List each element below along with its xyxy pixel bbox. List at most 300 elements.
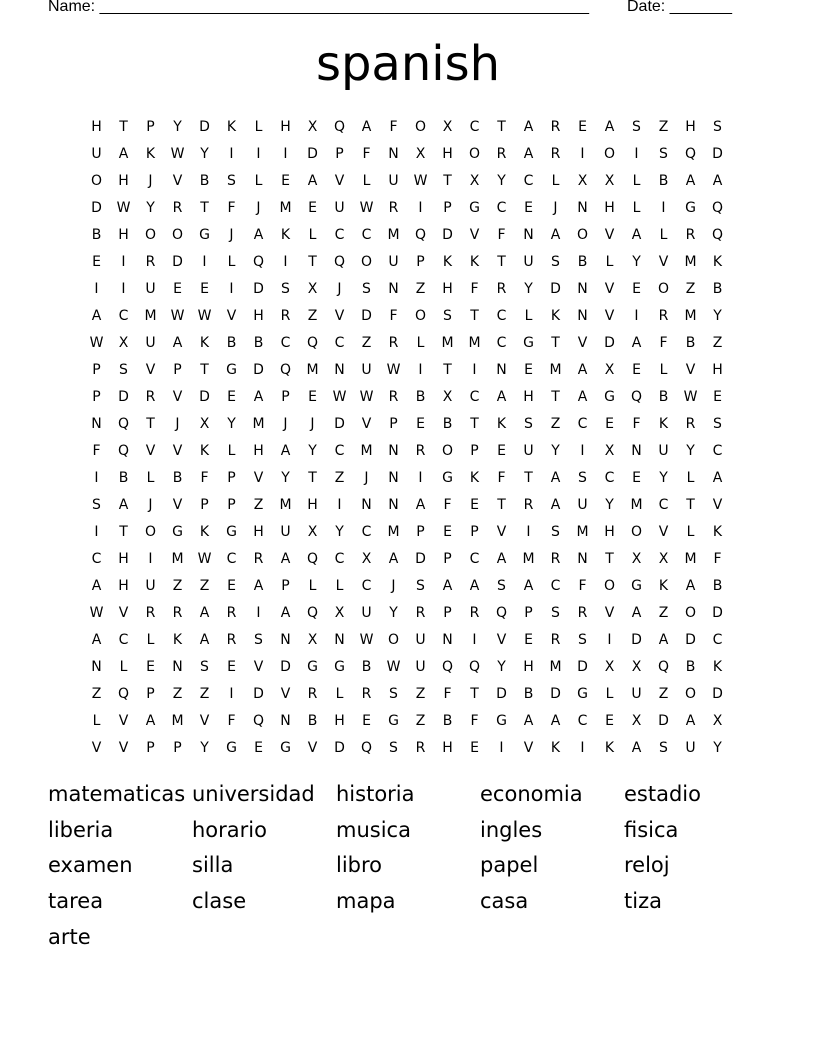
grid-letter: J [256,199,261,216]
grid-letter: Y [551,442,560,459]
grid-letter: A [631,226,642,243]
grid-letter: N [523,226,534,243]
grid-letter: D [91,199,102,216]
grid-letter: O [441,442,454,459]
grid-letter: E [173,280,182,297]
grid-letter: N [631,442,642,459]
grid-letter: S [362,280,371,297]
grid-letter: O [414,307,427,324]
grid-letter: H [280,118,291,135]
grid-letter: F [470,712,479,729]
grid-letter: Z [550,415,561,432]
grid-letter: D [334,739,345,756]
grid-letter: M [684,307,697,324]
grid-letter: Y [389,604,398,621]
grid-letter: I [148,550,153,567]
grid-letter: D [658,712,669,729]
grid-letter: C [496,334,507,351]
grid-letter: R [415,442,426,459]
grid-letter: K [442,253,453,270]
grid-letter: T [470,307,479,324]
grid-letter: S [443,307,452,324]
grid-letter: Z [172,685,183,702]
grid-letter: I [283,253,288,270]
grid-letter: F [92,442,101,459]
grid-letter: T [146,415,155,432]
grid-letter: Y [281,469,290,486]
grid-letter: C [280,334,291,351]
grid-letter: R [550,118,561,135]
grid-letter: Z [712,334,723,351]
grid-letter: V [307,739,318,756]
grid-letter: C [523,172,534,189]
grid-letter: M [441,334,454,351]
grid-letter: T [524,469,533,486]
grid-letter: C [496,199,507,216]
grid-letter: O [171,226,184,243]
grid-letter: H [523,658,534,675]
grid-letter: Q [333,253,346,270]
grid-letter: E [443,523,452,540]
grid-letter: R [415,739,426,756]
grid-letter: E [362,712,371,729]
grid-letter: D [577,658,588,675]
grid-letter: G [469,199,480,216]
grid-letter: Q [117,442,130,459]
grid-letter: I [337,496,342,513]
grid-letter: A [361,118,372,135]
grid-letter: Q [252,712,265,729]
grid-letter: V [577,334,588,351]
grid-letter: B [685,658,696,675]
grid-letter: N [442,631,453,648]
grid-letter: Y [632,253,641,270]
grid-letter: E [524,199,533,216]
grid-letter: M [522,550,535,567]
grid-letter: A [712,469,723,486]
grid-letter: X [307,631,318,648]
grid-letter: D [253,280,264,297]
grid-letter: I [121,253,126,270]
grid-letter: B [253,334,264,351]
grid-letter: B [442,415,453,432]
grid-letter: B [226,334,237,351]
grid-letter: I [229,145,234,162]
grid-letter: F [497,469,506,486]
grid-letter: V [604,604,615,621]
grid-letter: L [659,361,668,378]
grid-letter: S [254,631,263,648]
grid-letter: Y [659,469,668,486]
grid-letter: J [175,415,180,432]
grid-letter: E [227,388,236,405]
grid-letter: G [334,658,345,675]
date-field[interactable]: Date: _______ [627,0,732,15]
grid-letter: P [335,145,344,162]
grid-letter: S [389,739,398,756]
grid-letter: S [551,604,560,621]
grid-letter: M [387,226,400,243]
grid-letter: T [497,496,506,513]
grid-letter: X [361,550,372,567]
grid-letter: A [253,226,264,243]
grid-letter: K [469,469,480,486]
grid-letter: K [550,307,561,324]
grid-letter: L [524,307,533,324]
grid-letter: U [145,334,156,351]
grid-letter: M [630,496,643,513]
grid-letter: B [712,280,723,297]
grid-letter: L [146,631,155,648]
grid-letter: R [226,604,237,621]
grid-letter: R [226,631,237,648]
grid-letter: S [578,631,587,648]
grid-letter: A [91,577,102,594]
grid-letter: A [91,307,102,324]
grid-letter: D [550,280,561,297]
grid-letter: V [226,307,237,324]
grid-letter: A [253,577,264,594]
grid-letter: P [470,523,479,540]
grid-letter: S [659,145,668,162]
grid-letter: E [254,739,263,756]
grid-letter: C [712,631,723,648]
grid-letter: K [469,253,480,270]
grid-letter: S [551,253,560,270]
grid-letter: T [470,415,479,432]
grid-letter: O [657,280,670,297]
grid-letter: M [576,523,589,540]
grid-letter: A [631,334,642,351]
grid-letter: H [712,361,723,378]
grid-letter: N [280,631,291,648]
grid-letter: T [200,199,209,216]
grid-letter: U [631,685,642,702]
grid-letter: V [604,280,615,297]
grid-letter: T [605,550,614,567]
grid-letter: U [658,442,669,459]
grid-letter: I [418,469,423,486]
grid-letter: K [199,442,210,459]
grid-letter: G [523,334,534,351]
grid-letter: X [577,172,588,189]
grid-letter: C [334,550,345,567]
grid-letter: H [604,523,615,540]
grid-letter: Z [415,685,426,702]
grid-letter: Z [685,280,696,297]
grid-letter: R [415,604,426,621]
grid-letter: C [577,415,588,432]
grid-letter: D [712,145,723,162]
grid-letter: V [334,307,345,324]
grid-letter: W [197,307,212,324]
grid-letter: A [118,496,129,513]
grid-letter: W [89,334,104,351]
grid-letter: J [148,496,153,513]
grid-letter: P [416,253,425,270]
word-list-item: casa [480,889,529,914]
grid-letter: K [280,226,291,243]
grid-letter: A [145,712,156,729]
grid-letter: K [712,253,723,270]
grid-letter: S [713,415,722,432]
grid-letter: W [386,361,401,378]
grid-letter: Q [306,604,319,621]
grid-letter: E [200,280,209,297]
grid-letter: P [470,442,479,459]
grid-letter: K [604,739,615,756]
grid-letter: I [94,523,99,540]
grid-letter: R [388,199,399,216]
grid-letter: V [199,712,210,729]
grid-letter: A [685,172,696,189]
grid-letter: G [631,577,642,594]
grid-letter: E [497,442,506,459]
grid-letter: W [359,631,374,648]
grid-letter: Q [117,415,130,432]
grid-letter: C [496,307,507,324]
grid-letter: K [199,334,210,351]
grid-letter: N [388,469,399,486]
grid-letter: M [252,415,265,432]
grid-letter: R [550,145,561,162]
grid-letter: S [227,172,236,189]
grid-letter: F [227,712,236,729]
grid-letter: T [308,253,317,270]
grid-letter: G [442,469,453,486]
grid-letter: P [281,577,290,594]
grid-letter: N [334,631,345,648]
grid-letter: J [337,280,342,297]
grid-letter: Z [415,280,426,297]
grid-letter: E [524,631,533,648]
grid-letter: K [712,658,723,675]
grid-letter: U [145,577,156,594]
grid-letter: M [549,361,562,378]
grid-letter: D [631,631,642,648]
grid-letter: A [604,118,615,135]
grid-letter: E [146,658,155,675]
grid-letter: O [90,172,103,189]
grid-letter: B [442,712,453,729]
grid-letter: P [389,415,398,432]
grid-letter: H [442,145,453,162]
grid-letter: A [712,172,723,189]
grid-letter: L [686,469,695,486]
grid-letter: G [388,712,399,729]
grid-letter: E [227,658,236,675]
grid-letter: A [550,496,561,513]
grid-letter: L [362,172,371,189]
grid-letter: V [496,631,507,648]
grid-letter: F [443,496,452,513]
grid-letter: A [442,577,453,594]
grid-letter: D [550,685,561,702]
grid-letter: H [442,739,453,756]
grid-letter: I [418,361,423,378]
grid-letter: V [172,442,183,459]
grid-letter: D [442,226,453,243]
grid-letter: K [199,523,210,540]
grid-letter: X [307,523,318,540]
grid-letter: J [364,469,369,486]
grid-letter: T [497,118,506,135]
grid-letter: R [496,145,507,162]
grid-letter: C [469,550,480,567]
grid-letter: I [634,307,639,324]
grid-letter: A [577,361,588,378]
grid-letter: U [388,172,399,189]
grid-letter: Q [657,658,670,675]
grid-letter: K [226,118,237,135]
grid-letter: A [307,172,318,189]
grid-letter: M [279,199,292,216]
grid-letter: E [416,415,425,432]
grid-letter: T [470,685,479,702]
grid-letter: K [550,739,561,756]
grid-letter: Q [117,685,130,702]
grid-letter: A [523,712,534,729]
grid-letter: I [499,739,504,756]
grid-letter: T [308,469,317,486]
word-list-item: silla [192,853,234,878]
grid-letter: F [470,280,479,297]
grid-letter: N [577,307,588,324]
grid-letter: R [172,199,183,216]
grid-letter: S [200,658,209,675]
word-list-item: historia [336,782,415,806]
grid-letter: B [199,172,210,189]
grid-letter: C [550,577,561,594]
grid-letter: Q [360,739,373,756]
grid-letter: L [686,523,695,540]
grid-letter: N [334,361,345,378]
grid-letter: F [389,118,398,135]
grid-letter: Z [172,577,183,594]
grid-letter: M [549,658,562,675]
grid-letter: N [496,361,507,378]
grid-letter: B [307,712,318,729]
grid-letter: R [172,604,183,621]
grid-letter: I [283,145,288,162]
grid-letter: F [227,199,236,216]
page-title: spanish [315,36,501,92]
grid-letter: F [443,685,452,702]
grid-letter: J [229,226,234,243]
grid-letter: C [334,442,345,459]
grid-letter: B [172,469,183,486]
grid-letter: L [605,253,614,270]
grid-letter: S [551,523,560,540]
grid-letter: H [685,118,696,135]
word-list-item: tiza [624,889,662,914]
grid-letter: Y [308,442,317,459]
grid-letter: G [226,739,237,756]
grid-letter: X [631,550,642,567]
name-field[interactable]: Name: _______________________________________________________ [48,0,589,15]
grid-letter: C [361,577,372,594]
grid-letter: R [550,631,561,648]
grid-letter: E [470,739,479,756]
grid-letter: E [524,361,533,378]
grid-letter: I [229,685,234,702]
grid-letter: Q [711,199,724,216]
grid-letter: V [172,172,183,189]
grid-letter: A [550,226,561,243]
grid-letter: C [469,388,480,405]
grid-letter: G [685,199,696,216]
grid-letter: I [229,280,234,297]
grid-letter: A [388,550,399,567]
grid-letter: D [496,685,507,702]
grid-letter: C [226,550,237,567]
grid-letter: S [497,577,506,594]
grid-letter: X [604,361,615,378]
grid-letter: E [578,118,587,135]
grid-letter: Z [658,118,669,135]
grid-letter: P [92,388,101,405]
grid-letter: S [281,280,290,297]
grid-letter: V [604,226,615,243]
grid-letter: W [332,388,347,405]
grid-letter: A [253,388,264,405]
word-list-item: horario [192,817,267,842]
word-list-item: musica [336,817,411,842]
grid-letter: P [173,361,182,378]
grid-letter: A [685,712,696,729]
grid-letter: U [145,280,156,297]
grid-letter: W [359,388,374,405]
grid-letter: L [335,685,344,702]
grid-letter: K [712,523,723,540]
grid-letter: Y [686,442,695,459]
grid-letter: Y [713,739,722,756]
grid-letter: U [577,496,588,513]
word-list-item: clase [192,889,247,914]
grid-letter: A [199,604,210,621]
grid-letter: Q [252,253,265,270]
grid-letter: N [91,415,102,432]
grid-letter: X [307,118,318,135]
word-list-item: fisica [624,817,679,842]
word-list [48,778,768,956]
grid-letter: L [659,226,668,243]
grid-letter: P [146,118,155,135]
grid-letter: B [415,388,426,405]
grid-letter: P [281,388,290,405]
grid-letter: N [388,442,399,459]
word-list-item: matematicas [48,782,186,806]
grid-letter: E [470,496,479,513]
grid-letter: X [415,145,426,162]
grid-letter: N [577,280,588,297]
grid-letter: A [415,496,426,513]
grid-letter: L [335,577,344,594]
grid-letter: O [603,577,616,594]
grid-letter: Y [146,199,155,216]
grid-letter: L [551,172,560,189]
grid-letter: D [199,388,210,405]
grid-letter: T [686,496,695,513]
grid-letter: B [685,334,696,351]
grid-letter: L [254,172,263,189]
grid-letter: B [523,685,534,702]
grid-letter: A [550,712,561,729]
grid-letter: C [469,118,480,135]
grid-letter: R [685,415,696,432]
grid-letter: V [658,523,669,540]
grid-letter: W [116,199,131,216]
